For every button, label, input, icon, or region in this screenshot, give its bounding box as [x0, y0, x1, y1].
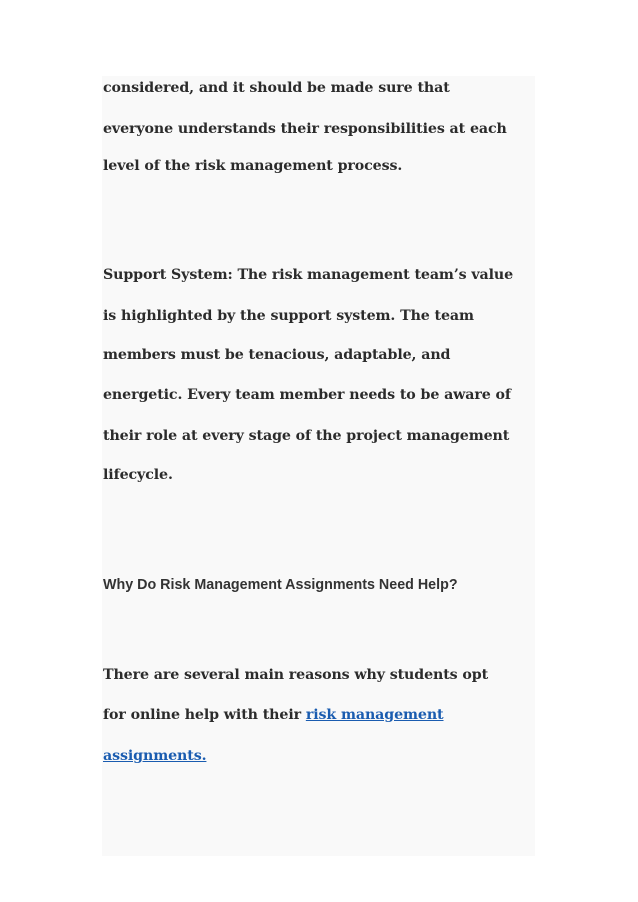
paragraph-2-line-4: energetic. Every team member needs to be aware of — [103, 387, 511, 403]
paragraph-2-line-3: members must be tenacious, adaptable, and — [103, 347, 451, 363]
paragraph-3-line-1: There are several main reasons why students opt — [103, 667, 489, 683]
paragraph-3-line-2-text: for online help with their — [103, 707, 306, 723]
paragraph-1-line-3: level of the risk management process. — [103, 158, 403, 174]
section-heading: Why Do Risk Management Assignments Need Help? — [103, 577, 458, 593]
paragraph-3-line-3 — [103, 747, 206, 765]
paragraph-3-line-2 — [103, 706, 444, 724]
risk-management-link-part-1[interactable]: risk management — [305, 707, 444, 723]
paragraph-2-line-2: is highlighted by the support system. The team — [103, 308, 474, 324]
paragraph-1-line-1: considered, and it should be made sure that — [103, 80, 450, 96]
risk-management-link-part-2[interactable]: assignments. — [103, 748, 207, 764]
paragraph-2-line-5: their role at every stage of the project management — [103, 428, 510, 444]
paragraph-2-line-6: lifecycle. — [103, 467, 173, 483]
paragraph-1-line-2: everyone understands their responsibilities at each — [103, 121, 507, 137]
paragraph-2-line-1: Support System: The risk management team’s value — [103, 267, 514, 283]
